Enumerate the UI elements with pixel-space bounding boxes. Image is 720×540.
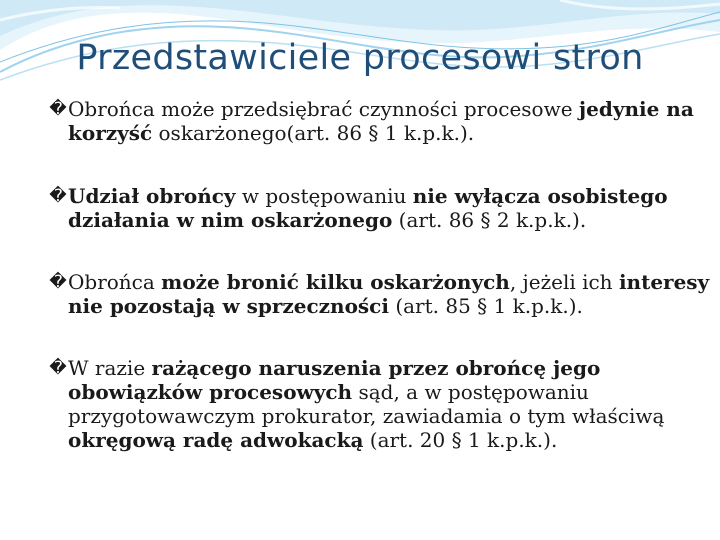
bullet-text: Obrońca może przedsiębrać czynności procesowe jedynie na korzyść oskarżonego(art. 86 § 1 k.p.k.). (68, 97, 694, 145)
bullet-icon: � (49, 99, 67, 119)
bullet-item (30, 270, 710, 318)
bullet-icon: � (49, 186, 67, 206)
bullet-icon: � (49, 272, 67, 292)
bullet-item (30, 97, 710, 145)
slide-title: Przedstawiciele procesowi stron (76, 38, 644, 78)
bullet-icon: � (49, 358, 67, 378)
bullet-text: Obrońca może bronić kilku oskarżonych, jeżeli ich interesy nie pozostają w sprzeczności (art. 85 § 1 k.p.k.). (68, 270, 710, 318)
bullet-item (30, 184, 710, 232)
bullet-list (30, 97, 710, 452)
bullet-text: W razie rażącego naruszenia przez obrońcę jego obowiązków procesowych sąd, a w postępowaniu przygotowawczym prokurator, zawiadamia o tym właściwą okręgową radę adwokacką (art. 20 § 1 k.p.k.). (68, 356, 665, 452)
bullet-item (30, 356, 710, 452)
bullet-text: Udział obrońcy w postępowaniu nie wyłącza osobistego działania w nim oskarżonego (art. 86 § 2 k.p.k.). (68, 184, 668, 232)
